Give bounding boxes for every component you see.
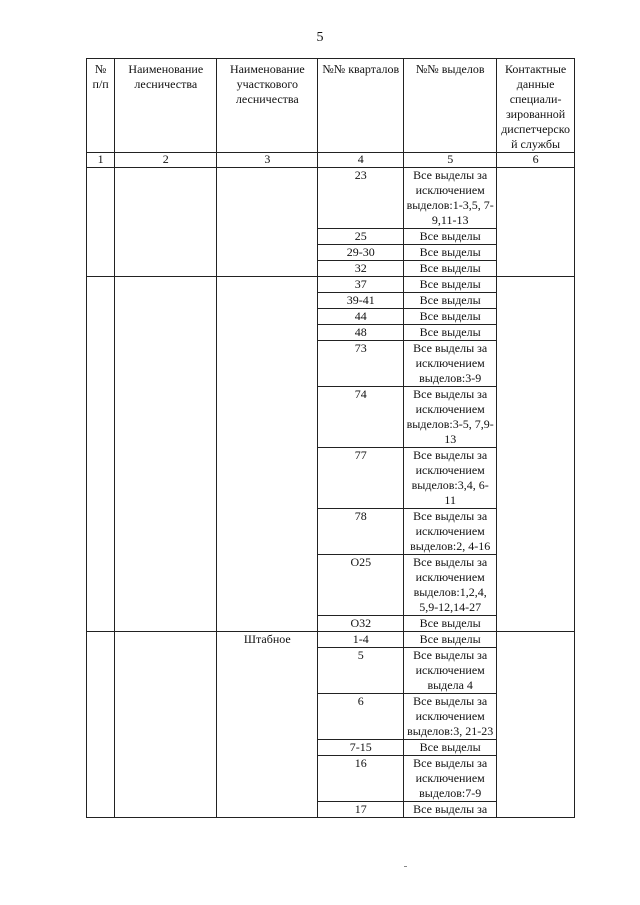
lesnichestvo-cell bbox=[115, 632, 217, 818]
contacts-cell bbox=[497, 168, 575, 277]
lesnichestvo-cell bbox=[115, 277, 217, 632]
vydel-cell: Все выделы за bbox=[404, 802, 497, 818]
kvartal-cell: 1-4 bbox=[318, 632, 404, 648]
kvartal-cell: 17 bbox=[318, 802, 404, 818]
table-row bbox=[87, 168, 575, 229]
vydel-cell: Все выделы за исключением выделов:3,4, 6-11 bbox=[404, 448, 497, 509]
header-number: № п/п bbox=[87, 59, 115, 153]
kvartal-cell: 48 bbox=[318, 325, 404, 341]
vydel-cell: Все выделы bbox=[404, 229, 497, 245]
table-row bbox=[87, 632, 575, 648]
vydel-cell: Все выделы bbox=[404, 616, 497, 632]
vydel-cell: Все выделы за исключением выделов:2, 4-16 bbox=[404, 509, 497, 555]
column-number: 5 bbox=[404, 153, 497, 168]
contacts-cell bbox=[497, 277, 575, 632]
vydel-cell: Все выделы за исключением выделов:3, 21-23 bbox=[404, 694, 497, 740]
kvartal-cell: О25 bbox=[318, 555, 404, 616]
header-vydely: №№ выделов bbox=[404, 59, 497, 153]
scan-mark bbox=[404, 866, 407, 867]
table-row bbox=[87, 277, 575, 293]
kvartal-cell: 73 bbox=[318, 341, 404, 387]
header-row bbox=[87, 59, 575, 153]
column-number: 6 bbox=[497, 153, 575, 168]
kvartal-cell: 44 bbox=[318, 309, 404, 325]
kvartal-cell: 78 bbox=[318, 509, 404, 555]
uchastkovoe-cell: Штабное bbox=[217, 632, 318, 818]
vydel-cell: Все выделы bbox=[404, 277, 497, 293]
uchastkovoe-cell bbox=[217, 168, 318, 277]
number-cell bbox=[87, 168, 115, 277]
vydel-cell: Все выделы за исключением выдела 4 bbox=[404, 648, 497, 694]
kvartal-cell: 23 bbox=[318, 168, 404, 229]
lesnichestvo-cell bbox=[115, 168, 217, 277]
kvartal-cell: 37 bbox=[318, 277, 404, 293]
vydel-cell: Все выделы bbox=[404, 740, 497, 756]
vydel-cell: Все выделы bbox=[404, 261, 497, 277]
vydel-cell: Все выделы за исключением выделов:3-9 bbox=[404, 341, 497, 387]
kvartal-cell: 6 bbox=[318, 694, 404, 740]
number-cell bbox=[87, 277, 115, 632]
vydel-cell: Все выделы bbox=[404, 632, 497, 648]
vydel-cell: Все выделы за исключением выделов:3-5, 7,9-13 bbox=[404, 387, 497, 448]
forestry-table bbox=[86, 58, 575, 818]
header-kvartaly: №№ кварталов bbox=[318, 59, 404, 153]
number-cell bbox=[87, 632, 115, 818]
uchastkovoe-cell bbox=[217, 277, 318, 632]
kvartal-cell: 32 bbox=[318, 261, 404, 277]
kvartal-cell: 39-41 bbox=[318, 293, 404, 309]
vydel-cell: Все выделы за исключением выделов:1-3,5, 7-9,11-13 bbox=[404, 168, 497, 229]
column-number: 4 bbox=[318, 153, 404, 168]
column-number: 3 bbox=[217, 153, 318, 168]
header-uchastkovoe: Наименование участкового лесничества bbox=[217, 59, 318, 153]
column-number: 2 bbox=[115, 153, 217, 168]
page-number: 5 bbox=[316, 30, 324, 45]
kvartal-cell: О32 bbox=[318, 616, 404, 632]
vydel-cell: Все выделы за исключением выделов:1,2,4, 5,9-12,14-27 bbox=[404, 555, 497, 616]
kvartal-cell: 5 bbox=[318, 648, 404, 694]
kvartal-cell: 29-30 bbox=[318, 245, 404, 261]
header-lesnichestvo: Наименование лесничества bbox=[115, 59, 217, 153]
kvartal-cell: 74 bbox=[318, 387, 404, 448]
vydel-cell: Все выделы bbox=[404, 293, 497, 309]
vydel-cell: Все выделы за исключением выделов:7-9 bbox=[404, 756, 497, 802]
kvartal-cell: 77 bbox=[318, 448, 404, 509]
vydel-cell: Все выделы bbox=[404, 245, 497, 261]
kvartal-cell: 7-15 bbox=[318, 740, 404, 756]
kvartal-cell: 16 bbox=[318, 756, 404, 802]
vydel-cell: Все выделы bbox=[404, 309, 497, 325]
table-body bbox=[87, 168, 575, 818]
vydel-cell: Все выделы bbox=[404, 325, 497, 341]
header-contacts: Контактные данные специали-зированной диспетчерской службы bbox=[497, 59, 575, 153]
column-numbers-row bbox=[87, 153, 575, 168]
kvartal-cell: 25 bbox=[318, 229, 404, 245]
contacts-cell bbox=[497, 632, 575, 818]
column-number: 1 bbox=[87, 153, 115, 168]
